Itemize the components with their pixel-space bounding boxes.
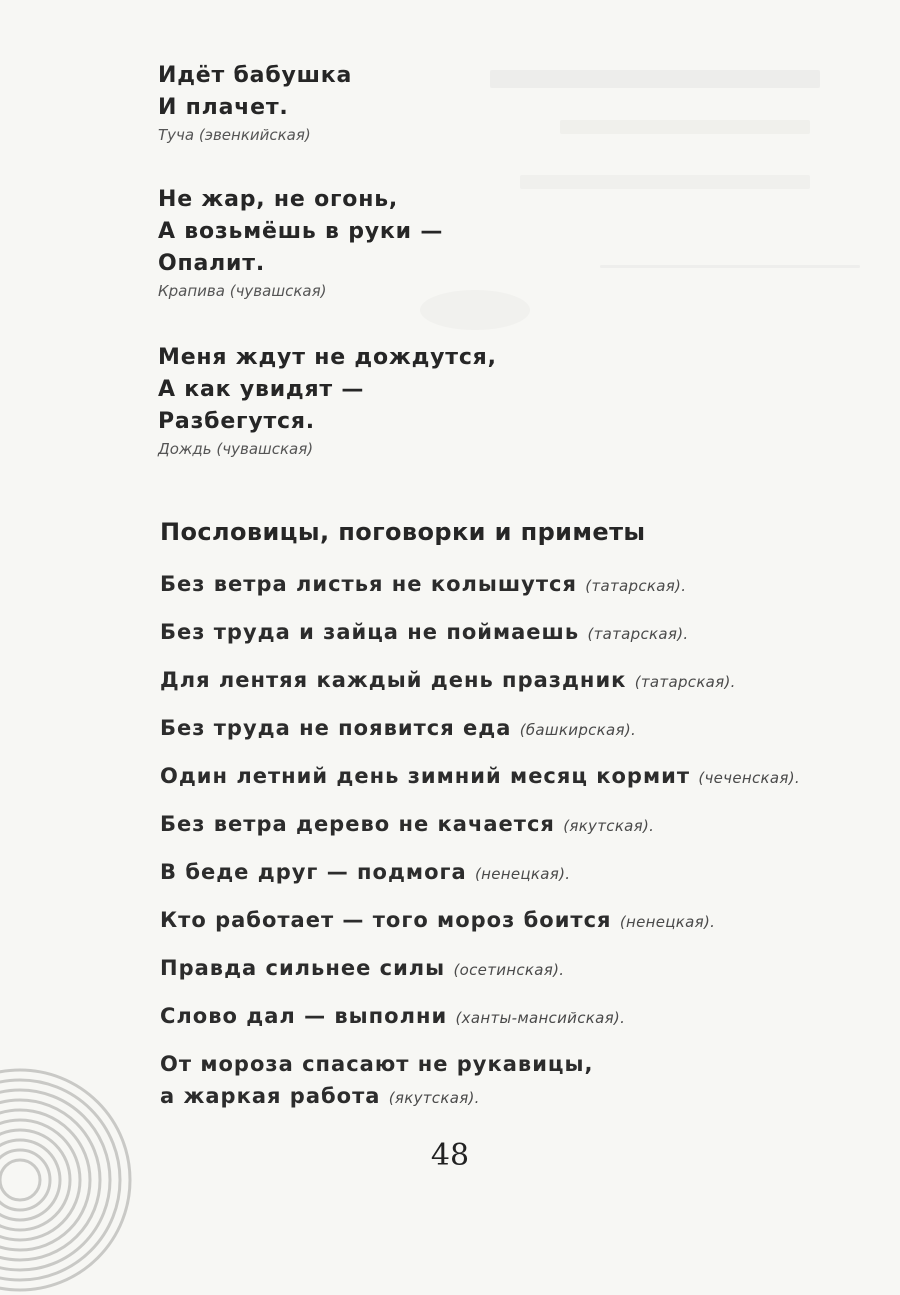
proverb-origin: (ненецкая). (474, 865, 571, 883)
proverb-text: Без ветра листья не колышутся (160, 572, 577, 596)
proverb-item (160, 760, 800, 808)
bleed-through-mark (490, 70, 820, 88)
concentric-circles-decoration (0, 1065, 135, 1295)
riddle-answer: Туча (эвенкийская) (158, 126, 311, 144)
proverb-origin: (татарская). (587, 625, 689, 643)
riddle-line: Разбегутся. (158, 409, 315, 434)
riddle-line: А возьмёшь в руки — (158, 219, 444, 244)
proverb-origin: (осетинская). (453, 961, 565, 979)
proverb-text: Кто работает — того мороз боится (160, 908, 612, 932)
proverb-list (160, 568, 800, 1114)
proverb-origin: (якутская). (388, 1089, 480, 1107)
proverb-text: Один летний день зимний месяц кормит (160, 764, 691, 788)
proverb-item (160, 664, 800, 712)
section-title: Пословицы, поговорки и приметы (160, 518, 646, 546)
proverb-origin: (чеченская). (698, 769, 800, 787)
proverb-item (160, 568, 800, 616)
proverb-text: В беде друг — подмога (160, 860, 467, 884)
proverb-text: Без труда и зайца не поймаешь (160, 620, 580, 644)
riddle-line: Меня ждут не дождутся, (158, 345, 497, 370)
bleed-through-mark (600, 265, 860, 268)
riddle-line: А как увидят — (158, 377, 365, 402)
proverb-item (160, 856, 800, 904)
riddle-1 (158, 60, 352, 145)
proverb-origin: (башкирская). (519, 721, 637, 739)
proverb-item (160, 808, 800, 856)
riddle-answer: Дождь (чувашская) (158, 440, 314, 458)
proverb-item (160, 1048, 800, 1114)
bleed-through-mark (520, 175, 810, 189)
riddle-2 (158, 184, 443, 301)
riddle-line: Опалит. (158, 251, 265, 276)
proverb-text: Без труда не появится еда (160, 716, 512, 740)
proverb-item (160, 712, 800, 760)
bleed-through-mark (560, 120, 810, 134)
riddle-line: И плачет. (158, 95, 289, 120)
page-number: 48 (430, 1138, 470, 1173)
proverb-text: Слово дал — выполни (160, 1004, 448, 1028)
proverb-item (160, 1000, 800, 1048)
proverb-item (160, 904, 800, 952)
proverb-text: Для лентяя каждый день праздник (160, 668, 627, 692)
proverb-origin: (татарская). (585, 577, 687, 595)
proverb-item (160, 616, 800, 664)
riddle-line: Идёт бабушка (158, 63, 353, 88)
proverb-text: Без ветра дерево не качается (160, 812, 555, 836)
proverb-text: От мороза спасают не рукавицы, (160, 1052, 594, 1076)
proverb-text: а жаркая работа (160, 1084, 381, 1108)
riddle-answer: Крапива (чувашская) (158, 282, 327, 300)
riddle-3 (158, 342, 497, 459)
proverb-text: Правда сильнее силы (160, 956, 446, 980)
proverb-item (160, 952, 800, 1000)
proverb-origin: (татарская). (634, 673, 736, 691)
proverb-origin: (якутская). (563, 817, 655, 835)
proverb-origin: (ненецкая). (619, 913, 716, 931)
riddle-line: Не жар, не огонь, (158, 187, 399, 212)
proverb-origin: (ханты-мансийская). (455, 1009, 626, 1027)
